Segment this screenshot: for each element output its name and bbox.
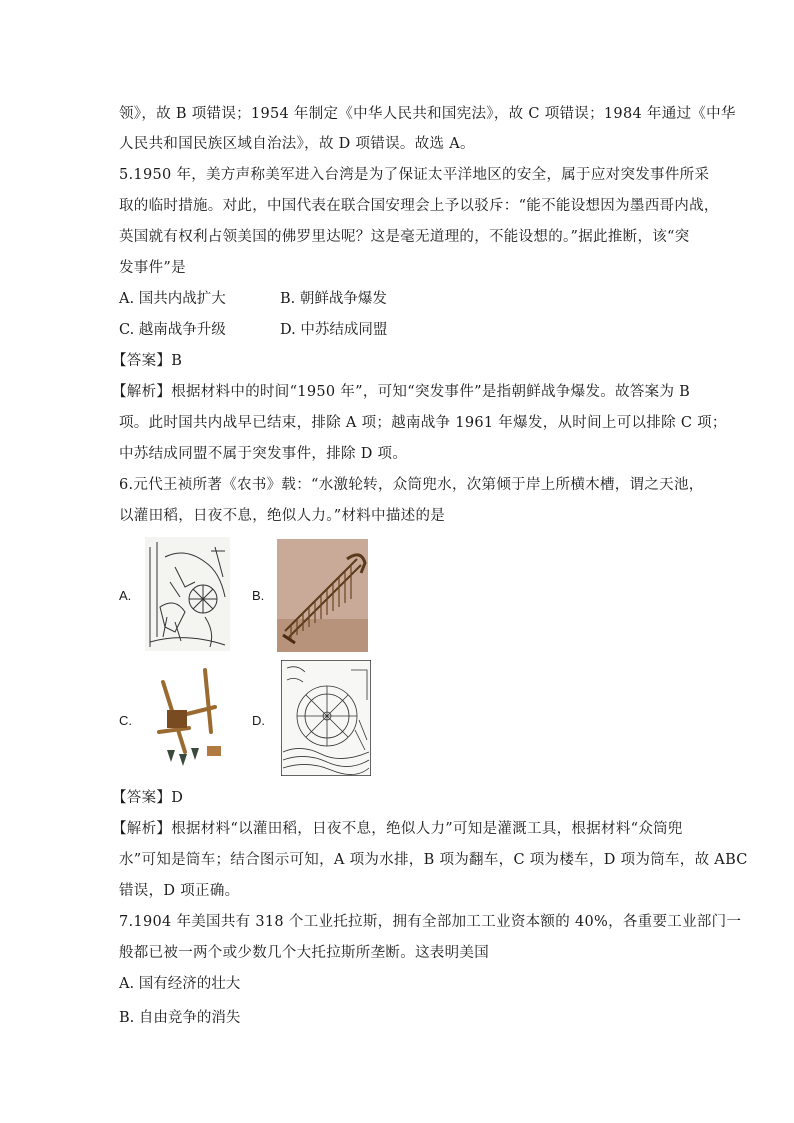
- q5-option-a: A. 国共内战扩大: [119, 291, 226, 307]
- q7-option-a: A. 国有经济的壮大: [119, 976, 241, 992]
- text-line: 水”可知是筒车；结合图示可知，A 项为水排，B 项为翻车，C 项为楼车，D 项为筒车，故 ABC: [119, 852, 748, 868]
- text-line: 领》，故 B 项错误；1954 年制定《中华人民共和国宪法》，故 C 项错误；1984 年通过《中华: [119, 106, 736, 122]
- seed-drill-photo: [145, 662, 230, 777]
- question-6-stem: 6.元代王祯所著《农书》载：“水激轮转，众筒兜水，次第倾于岸上所横木槽，谓之天池，: [119, 477, 704, 493]
- text-line: 错误，D 项正确。: [119, 883, 240, 899]
- tube-wheel-illustration: [281, 660, 371, 776]
- text-line: 发事件”是: [119, 260, 186, 276]
- q7-option-b: B. 自由竞争的消失: [119, 1010, 241, 1026]
- question-7-stem: 7.1904 年美国共有 318 个工业托拉斯，拥有全部加工工业资本额的 40%，各重要工业部门一: [119, 914, 742, 930]
- text-line: 般都已被一两个或少数几个大托拉斯所垄断。这表明美国: [119, 945, 489, 961]
- text-line: 项。此时国共内战早已结束，排除 A 项；越南战争 1961 年爆发，从时间上可以排除 C 项；: [119, 415, 727, 431]
- q6-label-d: D.: [252, 713, 265, 728]
- q6-label-a: A.: [119, 588, 132, 603]
- text-line: 人民共和国民族区域自治法》，故 D 项错误。故选 A。: [119, 136, 475, 152]
- q5-analysis: 【解析】根据材料中的时间“1950 年”，可知“突发事件”是指朝鲜战争爆发。故答案为 B: [112, 384, 691, 400]
- q6-label-c: C.: [119, 713, 132, 728]
- text-line: 取的临时措施。对此，中国代表在联合国安理会上予以驳斥：“能不能设想因为墨西哥内战，: [119, 198, 719, 214]
- q6-analysis: 【解析】根据材料“以灌田稻，日夜不息，绝似人力”可知是灌溉工具，根据材料“众筒兜: [112, 821, 683, 837]
- q6-label-b: B.: [252, 588, 265, 603]
- q5-option-d: D. 中苏结成同盟: [280, 322, 388, 338]
- q6-answer: 【答案】D: [112, 790, 184, 806]
- q5-option-c: C. 越南战争升级: [119, 322, 226, 338]
- q5-option-b: B. 朝鲜战争爆发: [280, 291, 387, 307]
- text-line: 英国就有权利占领美国的佛罗里达呢？这是毫无道理的，不能设想的。”据此推断，该“突: [119, 229, 690, 245]
- text-line: 中苏结成同盟不属于突发事件，排除 D 项。: [119, 446, 408, 462]
- q5-answer: 【答案】B: [112, 353, 183, 369]
- text-line: 以灌田稻，日夜不息，绝似人力。”材料中描述的是: [119, 508, 446, 524]
- question-5-stem: 5.1950 年，美方声称美军进入台湾是为了保证太平洋地区的安全，属于应对突发事件所采: [119, 167, 710, 183]
- water-bellows-illustration: [145, 537, 230, 651]
- square-pallet-chain-pump-photo: [277, 539, 368, 652]
